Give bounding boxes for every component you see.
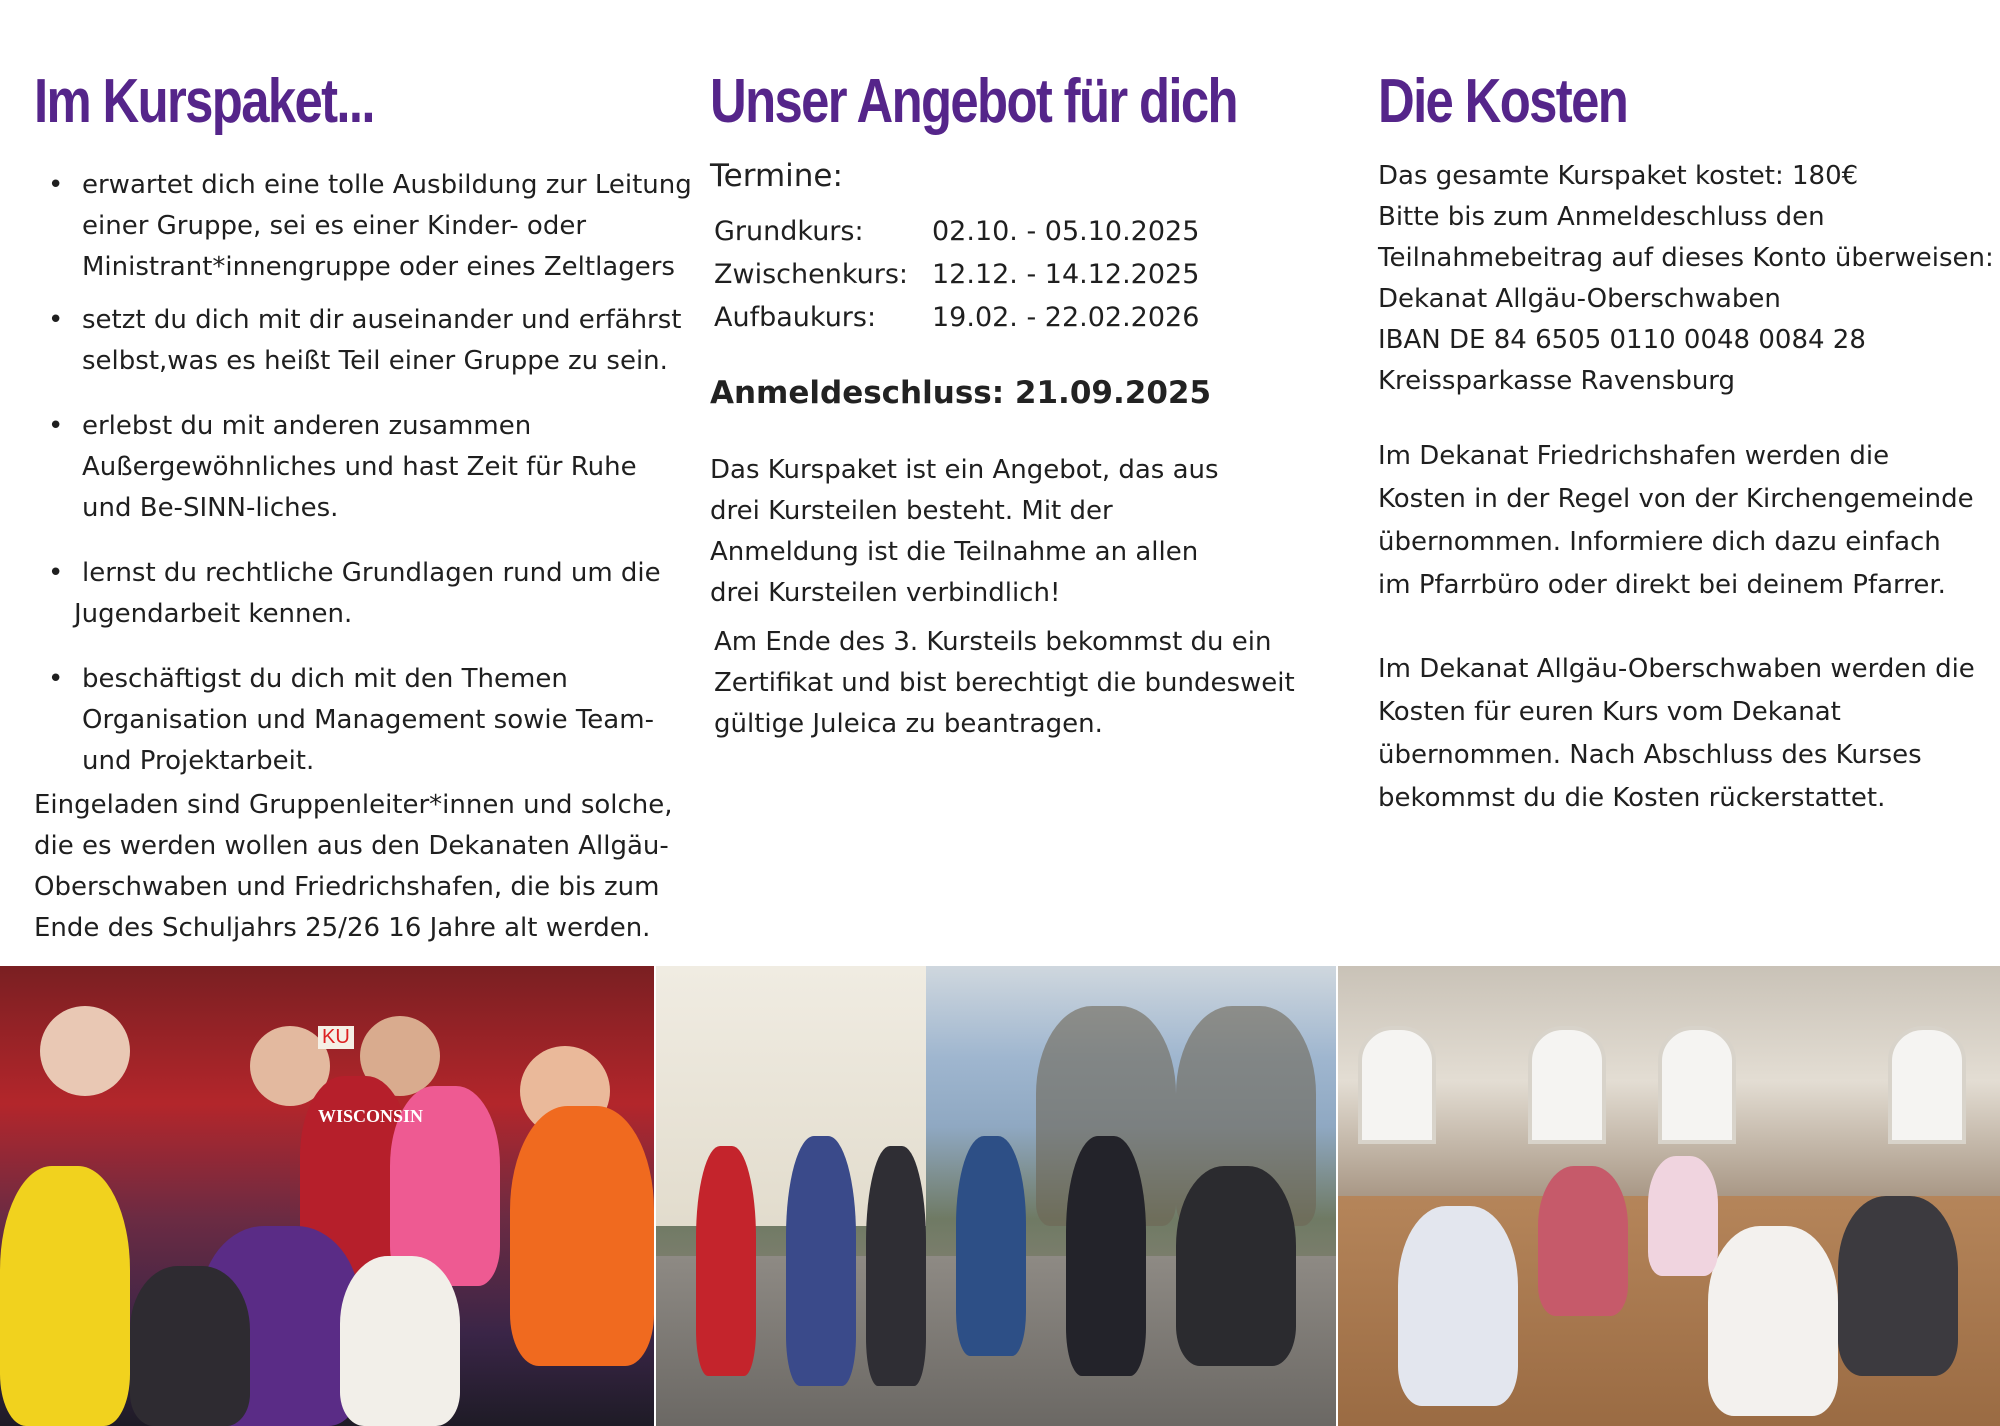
heading-kosten: Die Kosten — [1378, 67, 1628, 136]
costs-friedrichshafen: Im Dekanat Friedrichshafen werden die Kosten in der Regel von der Kirchengemeinde übernommen. Informiere dich dazu einfach im Pfarrbüro oder direkt bei deinem Pfarrer. — [1378, 441, 1974, 600]
registration-deadline: Anmeldeschluss: 21.09.2025 — [710, 375, 1212, 411]
termine-label: Termine: — [710, 158, 843, 194]
course-dates: 12.12. - 14.12.2025 — [932, 259, 1200, 290]
course-name: Grundkurs: — [714, 216, 864, 247]
invitation-text: Eingeladen sind Gruppenleiter*innen und solche, die es werden wollen aus den Dekanaten Allgäu- Oberschwaben und Friedrichshafen, die bis zum Ende des Schuljahrs 25/26 16 Jahre alt werden. — [34, 790, 673, 943]
table-row — [710, 253, 1203, 296]
list-item: • erwartet dich eine tolle Ausbildung zur Leitung einer Gruppe, sei es einer Kinder- oder Ministrant*innengruppe oder eines Zeltlagers — [34, 165, 674, 288]
kurspaket-list — [34, 165, 692, 782]
list-item: • erlebst du mit anderen zusammen Außergewöhnliches und hast Zeit für Ruhe und Be-SINN-liches. — [34, 406, 674, 529]
list-item: • setzt du dich mit dir auseinander und erfährst selbst,was es heißt Teil einer Gruppe zu sein. — [34, 300, 674, 382]
sweater-text: WISCONSIN — [318, 1106, 424, 1126]
list-item: • beschäftigst du dich mit den Themen Organisation und Management sowie Team- und Projektarbeit. — [34, 659, 674, 782]
group-photo-outdoor — [656, 966, 1336, 1426]
list-item: • lernst du rechtliche Grundlagen rund um die Jugendarbeit kennen. — [34, 553, 674, 635]
heading-kurspaket: Im Kurspaket... — [34, 67, 374, 136]
costs-allgaeu-oberschwaben: Im Dekanat Allgäu-Oberschwaben werden die Kosten für euren Kurs vom Dekanat übernommen. Nach Abschluss des Kurses bekommst du die Kosten rückerstattet. — [1378, 654, 1975, 813]
sign-text: KU — [318, 1026, 354, 1049]
table-row — [710, 296, 1203, 339]
heading-angebot: Unser Angebot für dich — [710, 67, 1237, 136]
course-dates: 19.02. - 22.02.2026 — [932, 302, 1200, 333]
group-photo-hall — [1338, 966, 2000, 1426]
payment-info: Das gesamte Kurspaket kostet: 180€ Bitte bis zum Anmeldeschluss den Teilnahmebeitrag auf dieses Konto überweisen: Dekanat Allgäu-Oberschwaben IBAN DE 84 6505 0110 0048 0084 28 Kreissparkasse Ravensburg — [1378, 161, 1994, 396]
table-row — [710, 210, 1203, 253]
course-dates: 02.10. - 05.10.2025 — [932, 216, 1200, 247]
offer-text: Das Kurspaket ist ein Angebot, das aus drei Kursteilen besteht. Mit der Anmeldung ist die Teilnahme an allen drei Kursteilen verbindlich! — [710, 455, 1219, 608]
photo-strip — [0, 966, 2000, 1426]
course-name: Zwischenkurs: — [714, 259, 909, 290]
certificate-text: Am Ende des 3. Kursteils bekommst du ein Zertifikat und bist berechtigt die bundesweit gültige Juleica zu beantragen. — [714, 627, 1295, 739]
group-photo-indoor — [0, 966, 654, 1426]
dates-table — [710, 210, 1203, 339]
course-name: Aufbaukurs: — [714, 302, 877, 333]
